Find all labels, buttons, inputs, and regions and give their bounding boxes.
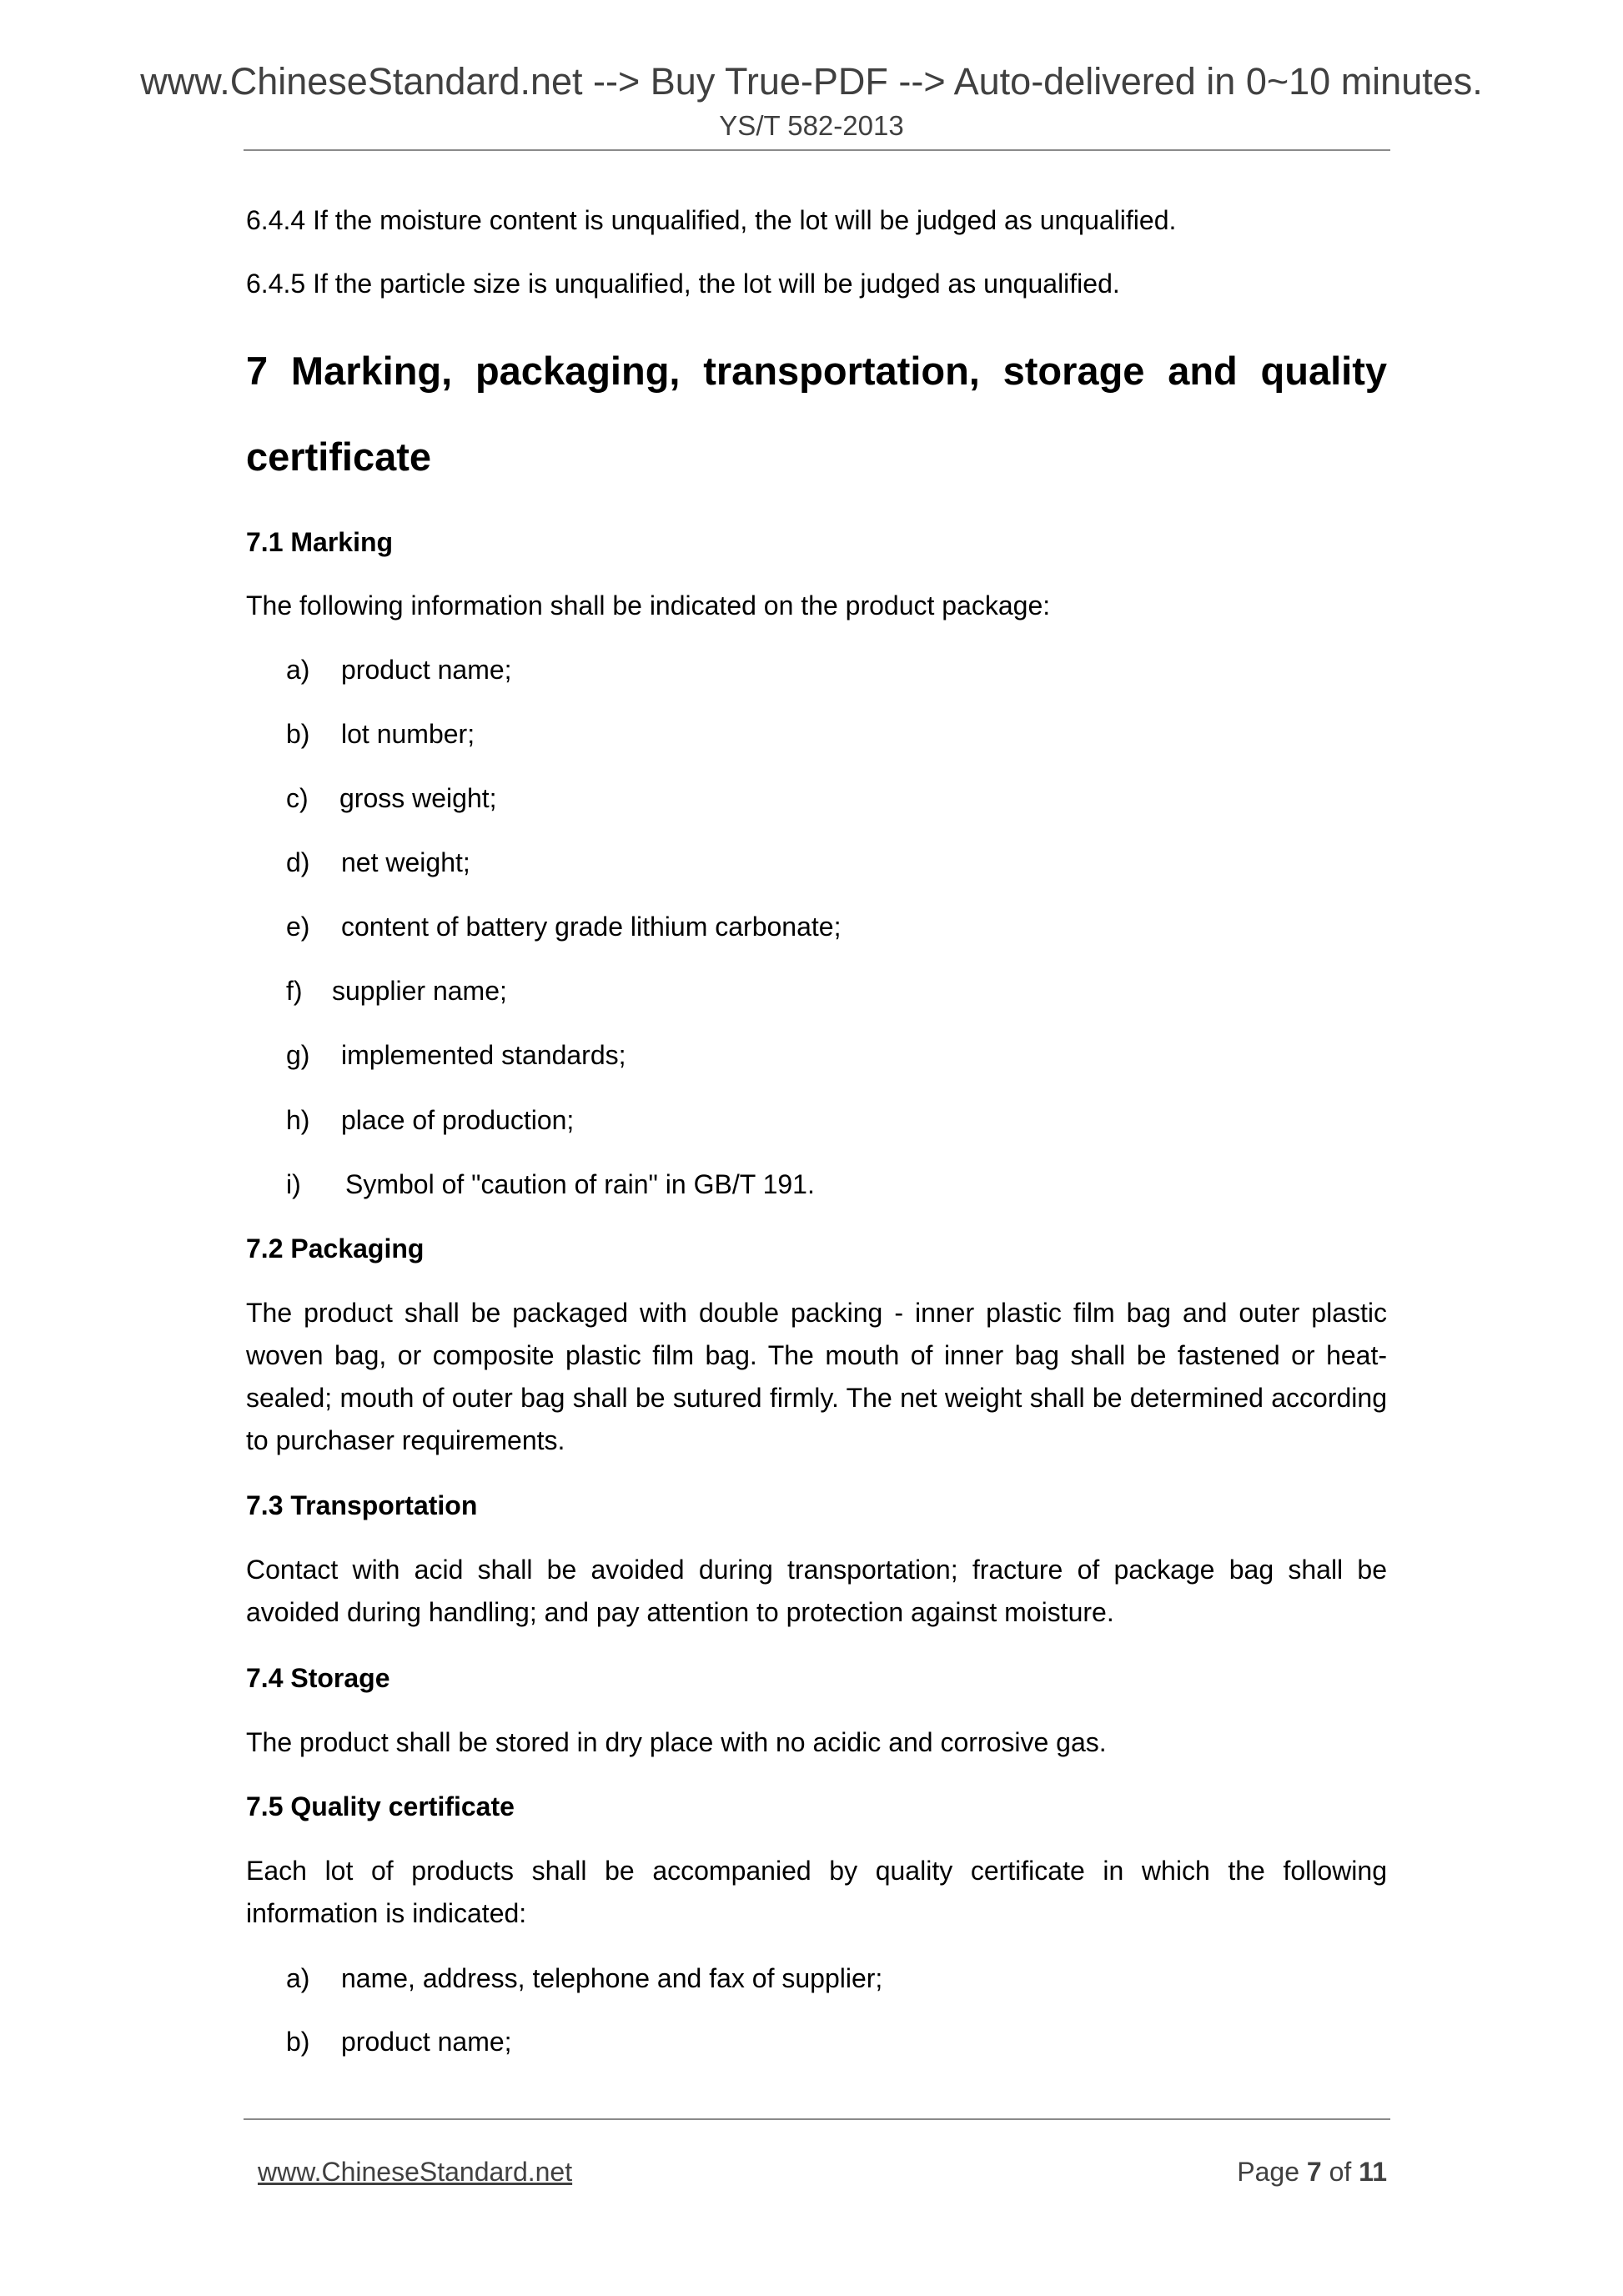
section-7-heading — [246, 328, 1387, 500]
list-item: product name; — [341, 2027, 512, 2057]
list-label: e) — [286, 912, 310, 942]
list-item: implemented standards; — [341, 1040, 626, 1070]
footer-site-link[interactable]: www.ChineseStandard.net — [258, 2157, 573, 2187]
list-label: b) — [286, 719, 310, 749]
list-label: h) — [286, 1105, 310, 1135]
list-label: f) — [286, 976, 303, 1006]
list-item: net weight; — [341, 847, 470, 877]
section-7-heading-line2: certificate — [246, 435, 432, 479]
paragraph-7-3: Contact with acid shall be avoided during transportation; fracture of package bag shall be avoided during handling; and pay attention to protection against moisture. — [246, 1555, 1387, 1627]
page-prefix: Page — [1237, 2157, 1300, 2187]
footer-divider — [244, 2118, 1390, 2120]
list-item: place of production; — [341, 1105, 575, 1135]
list-item: lot number; — [341, 719, 475, 749]
page-total: 11 — [1359, 2157, 1387, 2187]
heading-7-4: 7.4 Storage — [246, 1663, 390, 1693]
heading-7-3: 7.3 Transportation — [246, 1490, 478, 1520]
heading-7-5: 7.5 Quality certificate — [246, 1791, 515, 1821]
list-label: a) — [286, 655, 310, 685]
list-item: content of battery grade lithium carbonate; — [341, 912, 842, 942]
heading-7-1: 7.1 Marking — [246, 527, 394, 557]
list-item: name, address, telephone and fax of supplier; — [341, 1963, 883, 1993]
header-banner: www.ChineseStandard.net --> Buy True-PDF --> Auto-delivered in 0~10 minutes. — [140, 60, 1483, 103]
paragraph-7-1: The following information shall be indicated on the product package: — [246, 590, 1051, 620]
page-of: of — [1329, 2157, 1352, 2187]
section-7-heading-line1: 7 Marking, packaging, transportation, storage and quality — [246, 349, 1387, 393]
list-label: d) — [286, 847, 310, 877]
clause-6-4-4: 6.4.4 If the moisture content is unqualified, the lot will be judged as unqualified. — [246, 205, 1177, 235]
list-item: gross weight; — [339, 783, 497, 813]
list-label: i) — [286, 1169, 301, 1199]
list-item: supplier name; — [332, 976, 507, 1006]
list-item: product name; — [341, 655, 512, 685]
document-id: YS/T 582-2013 — [719, 110, 904, 141]
paragraph-7-4: The product shall be stored in dry place with no acidic and corrosive gas. — [246, 1727, 1107, 1757]
page-current: 7 — [1306, 2157, 1322, 2187]
page-number — [1237, 2155, 1387, 2188]
header-divider — [244, 149, 1390, 151]
list-label: c) — [286, 783, 309, 813]
footer-link-wrap — [258, 2155, 572, 2188]
list-label: b) — [286, 2027, 310, 2057]
clause-6-4-5: 6.4.5 If the particle size is unqualified, the lot will be judged as unqualified. — [246, 269, 1120, 299]
list-label: g) — [286, 1040, 310, 1070]
list-item: Symbol of "caution of rain" in GB/T 191. — [345, 1169, 815, 1199]
heading-7-2: 7.2 Packaging — [246, 1233, 425, 1264]
list-label: a) — [286, 1963, 310, 1993]
paragraph-7-5: Each lot of products shall be accompanied by quality certificate in which the following information is indicated: — [246, 1856, 1387, 1928]
paragraph-7-2: The product shall be packaged with double packing - inner plastic film bag and outer plastic woven bag, or composite plastic film bag. The mouth of inner bag shall be fastened or heat-sealed; mouth of outer bag shall be sutured firmly. The net weight shall be determined according to purchaser requirements. — [246, 1298, 1387, 1455]
